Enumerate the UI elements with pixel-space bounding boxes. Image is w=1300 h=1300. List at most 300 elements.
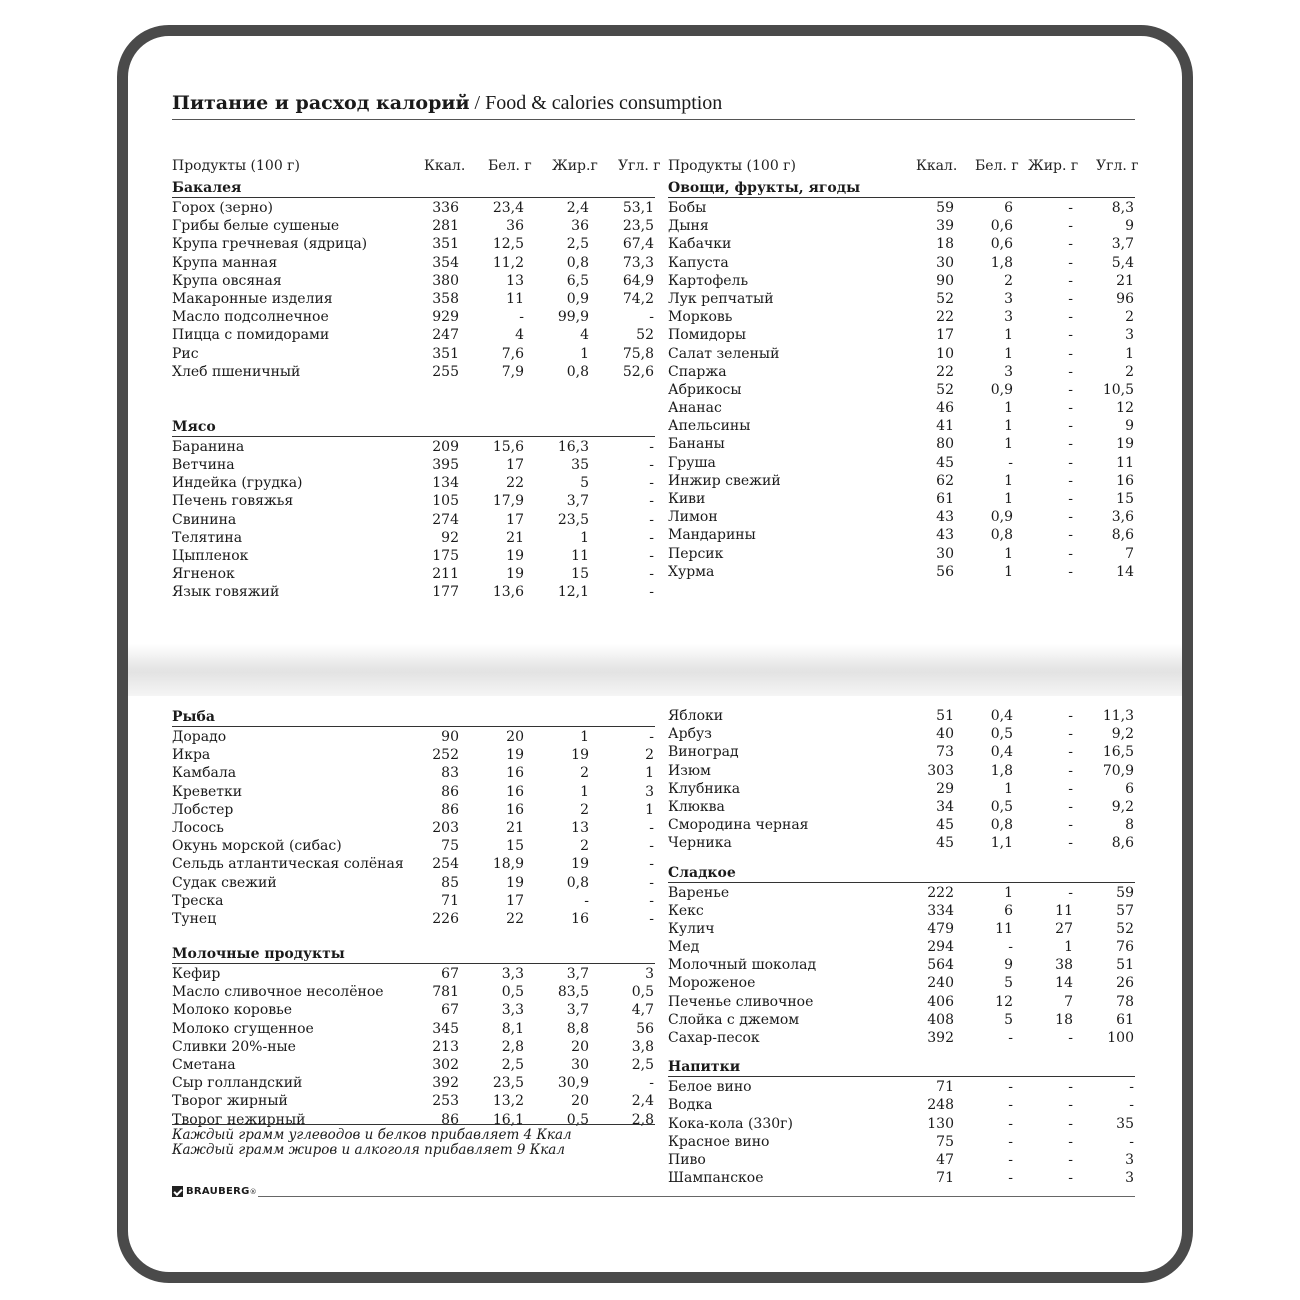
table-row [668, 834, 1135, 852]
product-name: Цыпленок [172, 548, 249, 564]
fat-cell: - [1068, 1151, 1073, 1168]
table-row [172, 511, 655, 529]
product-name: Груша [668, 454, 716, 471]
kcal-cell: 222 [927, 884, 954, 901]
protein-cell: 11 [995, 920, 1013, 937]
protein-cell: 0,9 [990, 509, 1013, 526]
protein-cell: 11 [506, 290, 524, 307]
fat-cell: - [584, 892, 589, 909]
protein-cell: 12,5 [492, 236, 524, 253]
product-name: Апельсины [668, 418, 751, 435]
product-name: Дорадо [172, 729, 227, 745]
kcal-cell: 351 [432, 345, 459, 362]
kcal-cell: 83 [441, 765, 459, 782]
carbs-cell: 74,2 [622, 290, 654, 307]
product-name: Сельдь атлантическая солёная [172, 856, 404, 873]
protein-cell: 1 [1004, 472, 1013, 489]
table-row [668, 902, 1135, 920]
table-row [668, 290, 1135, 308]
protein-cell: 0,5 [990, 798, 1013, 815]
protein-cell: 7,9 [501, 363, 524, 380]
protein-cell: 21 [506, 819, 524, 836]
carbs-cell: 57 [1116, 902, 1134, 919]
fat-cell: - [1068, 345, 1073, 362]
carbs-cell: 2,8 [631, 1111, 654, 1128]
carbs-cell: - [649, 511, 654, 528]
fat-cell: - [1068, 726, 1073, 743]
carbs-cell: 0,5 [631, 984, 654, 1001]
fat-cell: - [1068, 327, 1073, 344]
fat-cell: 8,8 [566, 1020, 589, 1037]
fat-cell: - [1068, 1030, 1073, 1046]
fat-cell: 4 [580, 327, 589, 344]
product-name: Горох (зерно) [172, 200, 274, 216]
fat-cell: - [1068, 400, 1073, 417]
fat-cell: - [1068, 200, 1073, 216]
table-row [172, 892, 655, 910]
protein-cell: 3,3 [501, 1002, 524, 1019]
kcal-cell: 134 [432, 475, 459, 492]
product-name: Яблоки [668, 708, 724, 724]
kcal-cell: 380 [432, 272, 459, 289]
fat-cell: - [1068, 381, 1073, 398]
product-name: Кекс [668, 902, 704, 919]
title-english: Food & calories consumption [485, 92, 723, 114]
fat-cell: 2,5 [566, 236, 589, 253]
table-row [172, 983, 655, 1001]
kcal-cell: 211 [432, 566, 459, 583]
fat-cell: - [1068, 545, 1073, 562]
product-name: Черника [668, 835, 732, 852]
kcal-cell: 247 [432, 327, 459, 344]
table-row [668, 1151, 1135, 1169]
protein-cell: 0,8 [990, 527, 1013, 544]
product-name: Клюква [668, 798, 725, 815]
table-row [668, 545, 1135, 563]
table-row [668, 417, 1135, 435]
table-row [172, 965, 655, 983]
fat-cell: - [1068, 563, 1073, 580]
product-name: Салат зеленый [668, 345, 780, 362]
fat-cell: 16,3 [557, 438, 589, 455]
carbs-cell: - [649, 838, 654, 855]
kcal-cell: 209 [432, 438, 459, 455]
product-name: Крупа овсяная [172, 272, 282, 289]
table-row [668, 1078, 1135, 1096]
carbs-cell: - [649, 309, 654, 326]
kcal-cell: 252 [432, 747, 459, 764]
kcal-cell: 90 [936, 272, 954, 289]
fat-cell: 5 [580, 475, 589, 492]
product-name: Рис [172, 345, 199, 362]
protein-cell: 6 [1004, 902, 1013, 919]
kcal-cell: 80 [936, 436, 954, 453]
kcal-cell: 392 [432, 1075, 459, 1092]
table-row [668, 1096, 1135, 1114]
protein-cell: 1 [1004, 491, 1013, 507]
table-row [668, 816, 1135, 834]
carbs-cell: - [649, 729, 654, 745]
protein-cell: 17,9 [492, 493, 524, 510]
fat-cell: - [1068, 780, 1073, 797]
kcal-cell: 45 [936, 835, 954, 852]
fat-cell: 1 [1064, 939, 1073, 956]
product-name: Крупа манная [172, 254, 278, 271]
header-protein: Бел. г [488, 158, 532, 174]
carbs-cell: - [649, 457, 654, 474]
protein-cell: 0,4 [990, 744, 1013, 761]
table-row [668, 780, 1135, 798]
product-name: Грибы белые сушеные [172, 218, 340, 235]
carbs-cell: 35 [1116, 1115, 1134, 1132]
fat-cell: 38 [1055, 957, 1073, 974]
kcal-cell: 34 [936, 798, 954, 815]
carbs-cell: 10,5 [1102, 381, 1134, 398]
table-row [668, 217, 1135, 235]
kcal-cell: 71 [936, 1170, 954, 1187]
carbs-cell: - [649, 1075, 654, 1092]
product-name: Икра [172, 747, 211, 764]
carbs-cell: 16,5 [1102, 744, 1134, 761]
fat-cell: 35 [571, 457, 589, 474]
product-name: Смородина черная [668, 817, 809, 834]
fat-cell: 6,5 [566, 272, 589, 289]
table-row [668, 308, 1135, 326]
fat-cell: 99,9 [557, 309, 589, 326]
protein-cell: 18,9 [492, 856, 524, 873]
product-name: Сыр голландский [172, 1075, 303, 1092]
fat-cell: 0,5 [566, 1111, 589, 1128]
carbs-cell: 96 [1116, 290, 1134, 307]
table-row [668, 1029, 1135, 1047]
protein-cell: 1,8 [990, 254, 1013, 271]
kcal-cell: 59 [936, 200, 954, 216]
kcal-cell: 85 [441, 874, 459, 891]
carbs-cell: - [649, 892, 654, 909]
protein-cell: 2,8 [501, 1038, 524, 1055]
kcal-cell: 90 [441, 729, 459, 745]
fat-cell: 27 [1055, 920, 1073, 937]
fat-cell: - [1068, 309, 1073, 326]
product-name: Инжир свежий [668, 472, 781, 489]
fat-cell: 30 [571, 1057, 589, 1073]
fat-cell: - [1068, 1170, 1073, 1187]
fat-cell: - [1068, 798, 1073, 815]
fat-cell: 2,4 [566, 200, 589, 216]
table-row [172, 565, 655, 583]
title-separator: / [469, 92, 486, 114]
carbs-cell: 3 [1125, 1151, 1134, 1168]
product-name: Баранина [172, 438, 245, 455]
carbs-cell: 3 [645, 966, 654, 983]
table-row [172, 855, 655, 873]
product-name: Свинина [172, 511, 237, 528]
carbs-cell: 75,8 [622, 345, 654, 362]
product-name: Пиво [668, 1151, 706, 1168]
kcal-cell: 47 [936, 1151, 954, 1168]
protein-cell: 5 [1004, 1011, 1013, 1028]
carbs-cell: 1 [1125, 345, 1134, 362]
kcal-cell: 51 [936, 708, 954, 724]
table-row [668, 956, 1135, 974]
product-name: Печень говяжья [172, 493, 294, 510]
protein-cell: 1,1 [990, 835, 1013, 852]
fat-cell: 14 [1055, 975, 1073, 992]
product-name: Молочный шоколад [668, 957, 817, 974]
product-name: Масло сливочное несолёное [172, 984, 384, 1001]
fat-cell: - [1068, 218, 1073, 235]
header-product: Продукты (100 г) [172, 158, 300, 174]
fat-cell: 1 [580, 729, 589, 745]
carbs-cell: - [649, 910, 654, 927]
kcal-cell: 92 [441, 529, 459, 546]
fat-cell: 2 [580, 765, 589, 782]
carbs-cell: 64,9 [622, 272, 654, 289]
table-row [668, 725, 1135, 743]
kcal-cell: 281 [432, 218, 459, 235]
table-row [172, 363, 655, 381]
kcal-cell: 61 [936, 491, 954, 507]
protein-cell: 16,1 [492, 1111, 524, 1128]
kcal-cell: 75 [441, 838, 459, 855]
fat-cell: - [1068, 236, 1073, 253]
carbs-cell: - [649, 584, 654, 601]
fat-cell: 13 [571, 819, 589, 836]
product-name: Капуста [668, 254, 729, 271]
product-name: Сахар-песок [668, 1030, 760, 1046]
fat-cell: 23,5 [557, 511, 589, 528]
carbs-cell: 9 [1125, 418, 1134, 435]
protein-cell: 23,4 [492, 200, 524, 216]
fat-cell: 20 [571, 1093, 589, 1110]
table-row [172, 819, 655, 837]
kcal-cell: 175 [432, 548, 459, 564]
protein-cell: 22 [506, 475, 524, 492]
carbs-cell: 2 [1125, 363, 1134, 380]
carbs-cell: 51 [1116, 957, 1134, 974]
fat-cell: 18 [1055, 1011, 1073, 1028]
carbs-cell: 9 [1125, 218, 1134, 235]
fat-cell: 12,1 [557, 584, 589, 601]
calorie-notes [172, 1124, 655, 1158]
right-bottom-column [668, 707, 1135, 1187]
table-row [668, 490, 1135, 508]
product-name: Телятина [172, 529, 243, 546]
kcal-cell: 226 [432, 910, 459, 927]
carbs-cell: 3,6 [1111, 509, 1134, 526]
protein-cell: 0,5 [990, 726, 1013, 743]
product-name: Молоко сгущенное [172, 1020, 314, 1037]
fat-cell: - [1068, 884, 1073, 901]
kcal-cell: 781 [432, 984, 459, 1001]
kcal-cell: 929 [432, 309, 459, 326]
carbs-cell: 5,4 [1111, 254, 1134, 271]
carbs-cell: - [1129, 1097, 1134, 1114]
fat-cell: - [1068, 290, 1073, 307]
section-heading: Бакалея [172, 180, 655, 198]
carbs-cell: 2 [645, 747, 654, 764]
fat-cell: 3,7 [566, 1002, 589, 1019]
product-name: Лобстер [172, 801, 234, 818]
carbs-cell: 76 [1116, 939, 1134, 956]
carbs-cell: 8 [1125, 817, 1134, 834]
protein-cell: 0,8 [990, 817, 1013, 834]
product-name: Белое вино [668, 1079, 752, 1096]
header-carbs: Угл. г [618, 158, 661, 174]
kcal-cell: 334 [927, 902, 954, 919]
carbs-cell: 100 [1107, 1030, 1134, 1046]
table-row [172, 1056, 655, 1074]
carbs-cell: 16 [1116, 472, 1134, 489]
carbs-cell: - [1129, 1079, 1134, 1096]
table-row [668, 254, 1135, 272]
table-row [172, 290, 655, 308]
kcal-cell: 177 [432, 584, 459, 601]
product-name: Абрикосы [668, 381, 742, 398]
kcal-cell: 71 [936, 1079, 954, 1096]
header-fat: Жир.г [552, 158, 598, 174]
protein-cell: 17 [506, 511, 524, 528]
kcal-cell: 86 [441, 783, 459, 800]
brand-mark: ® [249, 1187, 257, 1196]
protein-cell: 5 [1004, 975, 1013, 992]
kcal-cell: 336 [432, 200, 459, 216]
carbs-cell: 61 [1116, 1011, 1134, 1028]
table-row [668, 381, 1135, 399]
fat-cell: - [1068, 272, 1073, 289]
fat-cell: - [1068, 509, 1073, 526]
carbs-cell: 3 [645, 783, 654, 800]
table-row [172, 456, 655, 474]
table-row [668, 272, 1135, 290]
fat-cell: - [1068, 1133, 1073, 1150]
kcal-cell: 274 [432, 511, 459, 528]
fat-cell: - [1068, 744, 1073, 761]
table-row [172, 910, 655, 928]
kcal-cell: 255 [432, 363, 459, 380]
kcal-cell: 392 [927, 1030, 954, 1046]
fat-cell: 1 [580, 529, 589, 546]
kcal-cell: 358 [432, 290, 459, 307]
section-heading: Мясо [172, 419, 655, 437]
product-name: Молоко коровье [172, 1002, 293, 1019]
table-row [668, 707, 1135, 725]
protein-cell: 17 [506, 892, 524, 909]
table-row [172, 746, 655, 764]
fat-cell: 3,7 [566, 966, 589, 983]
protein-cell: 1 [1004, 884, 1013, 901]
table-row [668, 1169, 1135, 1187]
protein-cell: 0,4 [990, 708, 1013, 724]
fat-cell: 11 [1055, 902, 1073, 919]
product-name: Кефир [172, 966, 221, 983]
carbs-cell: 15 [1116, 491, 1134, 507]
header-kcal: Ккал. [916, 158, 958, 174]
column-header [668, 158, 1139, 180]
table-row [668, 472, 1135, 490]
table-row [172, 438, 655, 456]
product-name: Кока-кола (330г) [668, 1115, 793, 1132]
product-name: Шампанское [668, 1170, 764, 1187]
table-row [172, 254, 655, 272]
table-row [668, 743, 1135, 761]
carbs-cell: 2,5 [631, 1057, 654, 1073]
table-row [668, 326, 1135, 344]
protein-cell: 19 [506, 747, 524, 764]
kcal-cell: 408 [927, 1011, 954, 1028]
product-name: Треска [172, 892, 224, 909]
product-name: Персик [668, 545, 724, 562]
protein-cell: 8,1 [501, 1020, 524, 1037]
left-top-column [172, 158, 661, 602]
kcal-cell: 294 [927, 939, 954, 956]
protein-cell: 11,2 [492, 254, 524, 271]
protein-cell: - [1008, 1151, 1013, 1168]
carbs-cell: 11,3 [1102, 708, 1134, 724]
carbs-cell: 56 [636, 1020, 654, 1037]
kcal-cell: 30 [936, 254, 954, 271]
kcal-cell: 45 [936, 454, 954, 471]
fat-cell: - [1068, 254, 1073, 271]
kcal-cell: 351 [432, 236, 459, 253]
kcal-cell: 67 [441, 966, 459, 983]
product-name: Помидоры [668, 327, 747, 344]
carbs-cell: 3 [1125, 1170, 1134, 1187]
kcal-cell: 395 [432, 457, 459, 474]
fat-cell: - [1068, 762, 1073, 779]
protein-cell: 13,6 [492, 584, 524, 601]
product-name: Масло подсолнечное [172, 309, 329, 326]
kcal-cell: 22 [936, 309, 954, 326]
table-row [668, 526, 1135, 544]
protein-cell: 20 [506, 729, 524, 745]
carbs-cell: - [649, 566, 654, 583]
protein-cell: 4 [515, 327, 524, 344]
product-name: Картофель [668, 272, 749, 289]
fat-cell: 16 [571, 910, 589, 927]
product-name: Морковь [668, 309, 733, 326]
product-name: Язык говяжий [172, 584, 280, 601]
fat-cell: 1 [580, 345, 589, 362]
fat-cell: - [1068, 472, 1073, 489]
fat-cell: 1 [580, 783, 589, 800]
product-name: Индейка (грудка) [172, 475, 303, 492]
kcal-cell: 479 [927, 920, 954, 937]
kcal-cell: 46 [936, 400, 954, 417]
protein-cell: 1 [1004, 400, 1013, 417]
fat-cell: - [1068, 436, 1073, 453]
carbs-cell: 2 [1125, 309, 1134, 326]
carbs-cell: - [649, 493, 654, 510]
product-name: Красное вино [668, 1133, 770, 1150]
protein-cell: - [1008, 1170, 1013, 1187]
protein-cell: 1,8 [990, 762, 1013, 779]
protein-cell: - [1008, 1133, 1013, 1150]
note-carbs-protein: Каждый грамм углеводов и белков прибавляет 4 Ккал [172, 1127, 572, 1143]
protein-cell: 2,5 [501, 1057, 524, 1073]
carbs-cell: - [649, 548, 654, 564]
table-row [668, 454, 1135, 472]
product-name: Изюм [668, 762, 711, 779]
protein-cell: 16 [506, 783, 524, 800]
product-name: Пицца с помидорами [172, 327, 330, 344]
carbs-cell: 11 [1116, 454, 1134, 471]
product-name: Клубника [668, 780, 741, 797]
kcal-cell: 213 [432, 1038, 459, 1055]
product-name: Хурма [668, 563, 715, 580]
product-name: Креветки [172, 783, 243, 800]
product-name: Сливки 20%-ные [172, 1038, 296, 1055]
